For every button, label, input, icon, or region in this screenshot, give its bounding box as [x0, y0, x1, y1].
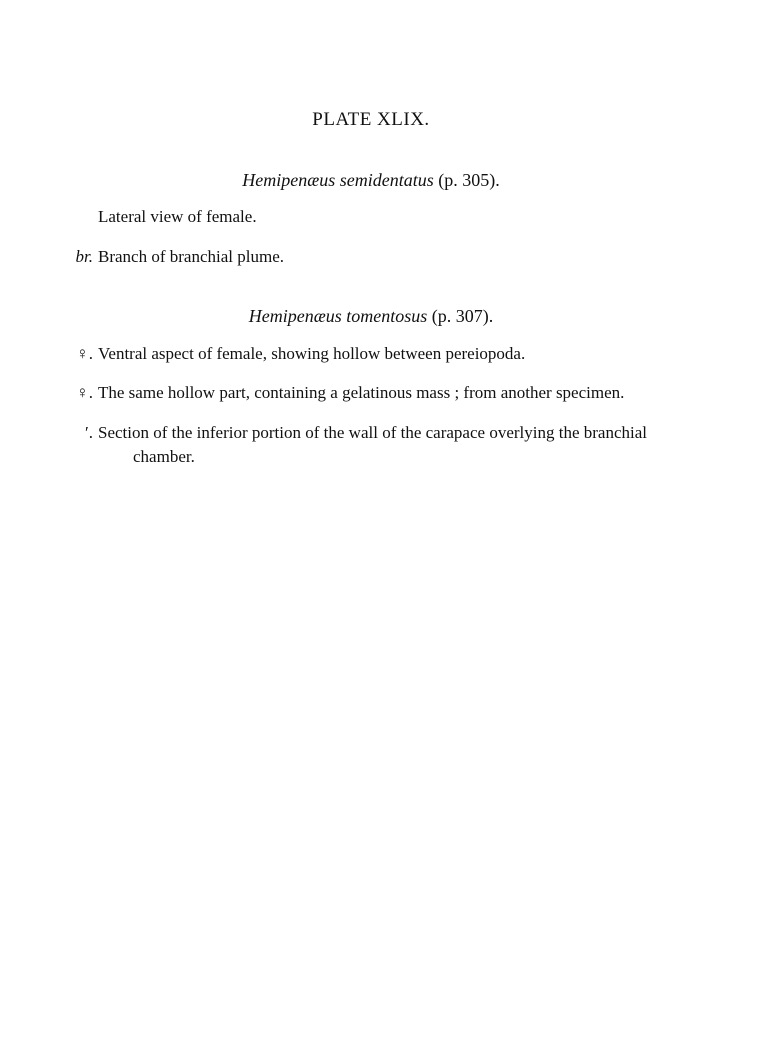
figure-mark: br. [75, 247, 93, 266]
entry-description: Lateral view of female. [98, 207, 257, 226]
species-name: Hemipenæus semidentatus [242, 170, 434, 190]
entry-description: The same hollow part, containing a gelatinous mass ; from another specimen. [98, 383, 625, 402]
page-reference: (p. 307). [431, 306, 494, 326]
species-name: Hemipenæus tomentosus [248, 306, 428, 326]
figure-mark: ♀. [76, 383, 93, 402]
entry-description: Branch of branchial plume. [98, 247, 284, 266]
section-heading-semidentatus [0, 170, 742, 191]
entry-description-continuation: chamber. [133, 447, 195, 466]
figure-mark: ♀. [76, 344, 93, 363]
entry-description [98, 421, 730, 469]
entry-description-line: Section of the inferior portion of the wall of the carapace overlying the branchial [98, 423, 647, 442]
figure-mark: ′. [85, 423, 93, 442]
page-reference: (p. 305). [438, 170, 500, 190]
plate-title: PLATE XLIX. [312, 109, 430, 130]
section-heading-tomentosus [0, 306, 742, 327]
entry-description: Ventral aspect of female, showing hollow between pereiopoda. [98, 344, 526, 363]
